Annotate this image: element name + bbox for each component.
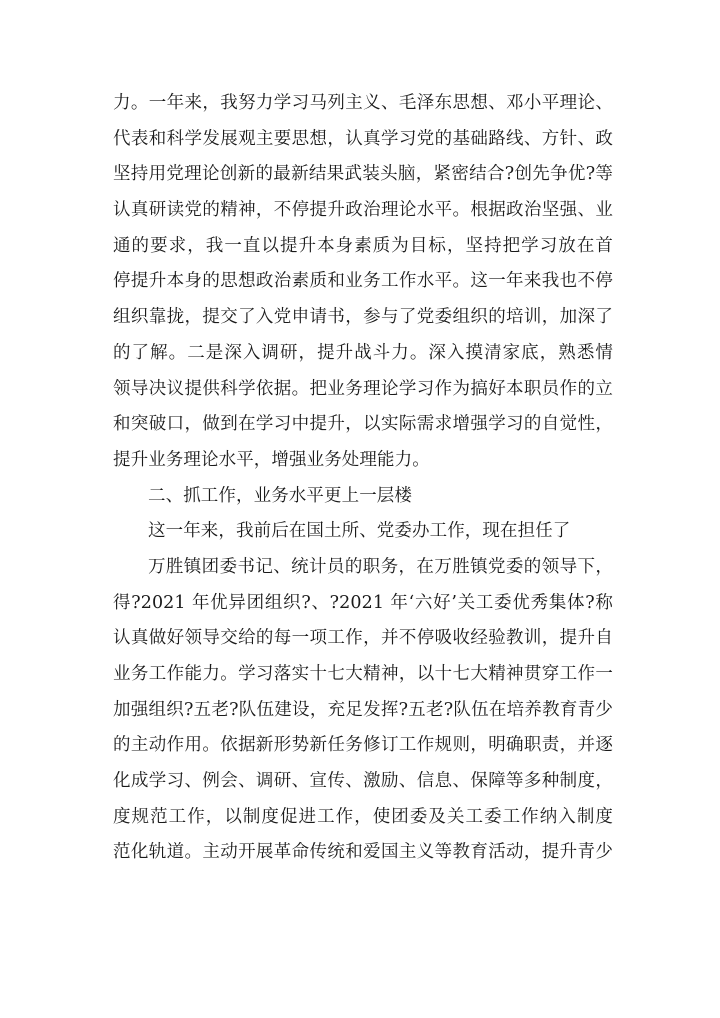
text-line: 范化轨道。主动开展革命传统和爱国主义等教育活动，提升青少 [113,842,613,863]
text-line: 停提升本身的思想政治素质和业务工作水平。这一年来我也不停 [113,271,613,292]
text-line: 通的要求，我一直以提升本身素质为目标，坚持把学习放在首 [113,235,613,256]
text-line: 坚持用党理论创新的最新结果武装头脑，紧密结合?创先争优?等 [113,164,613,185]
text-line: 得?2021 年优异团组织?、?2021 年‘六好’关工委优秀集体?称 [113,592,613,613]
text-line: 度规范工作，以制度促进工作，使团委及关工委工作纳入制度 [113,806,613,827]
text-line: 化成学习、例会、调研、宣传、激励、信息、保障等多种制度， [113,771,613,792]
text-line: 提升业务理论水平，增强业务处理能力。 [113,449,430,470]
body-text [113,86,613,871]
text-line: 和突破口，做到在学习中提升，以实际需求增强学习的自觉性， [113,414,613,435]
text-line: 认真研读党的精神，不停提升政治理论水平。根据政治坚强、业 [113,200,613,221]
section-heading: 二、抓工作，业务水平更上一层楼 [148,485,412,506]
text-line: 组织靠拢，提交了入党申请书，参与了党委组织的培训，加深了 [113,307,613,328]
text-line: 领导决议提供科学依据。把业务理论学习作为搞好本职员作的立 [113,378,613,399]
text-line: 力。一年来，我努力学习马列主义、毛泽东思想、邓小平理论、 [113,93,613,113]
text-line: 代表和科学发展观主要思想，认真学习党的基础路线、方针、政 [113,128,613,149]
text-line: 认真做好领导交给的每一项工作，并不停吸收经验教训，提升自 [113,628,613,649]
text-line: 这一年来，我前后在国土所、党委办工作，现在担任了 [148,521,571,542]
text-line: 的了解。二是深入调研，提升战斗力。深入摸清家底，熟悉情 [113,342,613,363]
text-line: 的主动作用。依据新形势新任务修订工作规则，明确职责，并逐 [113,735,613,756]
text-line: 业务工作能力。学习落实十七大精神，以十七大精神贯穿工作一 [113,664,613,684]
text-line: 加强组织?五老?队伍建设，充足发挥?五老?队伍在培养教育青少 [113,699,613,720]
text-line: 万胜镇团委书记、统计员的职务，在万胜镇党委的领导下， [148,556,613,577]
